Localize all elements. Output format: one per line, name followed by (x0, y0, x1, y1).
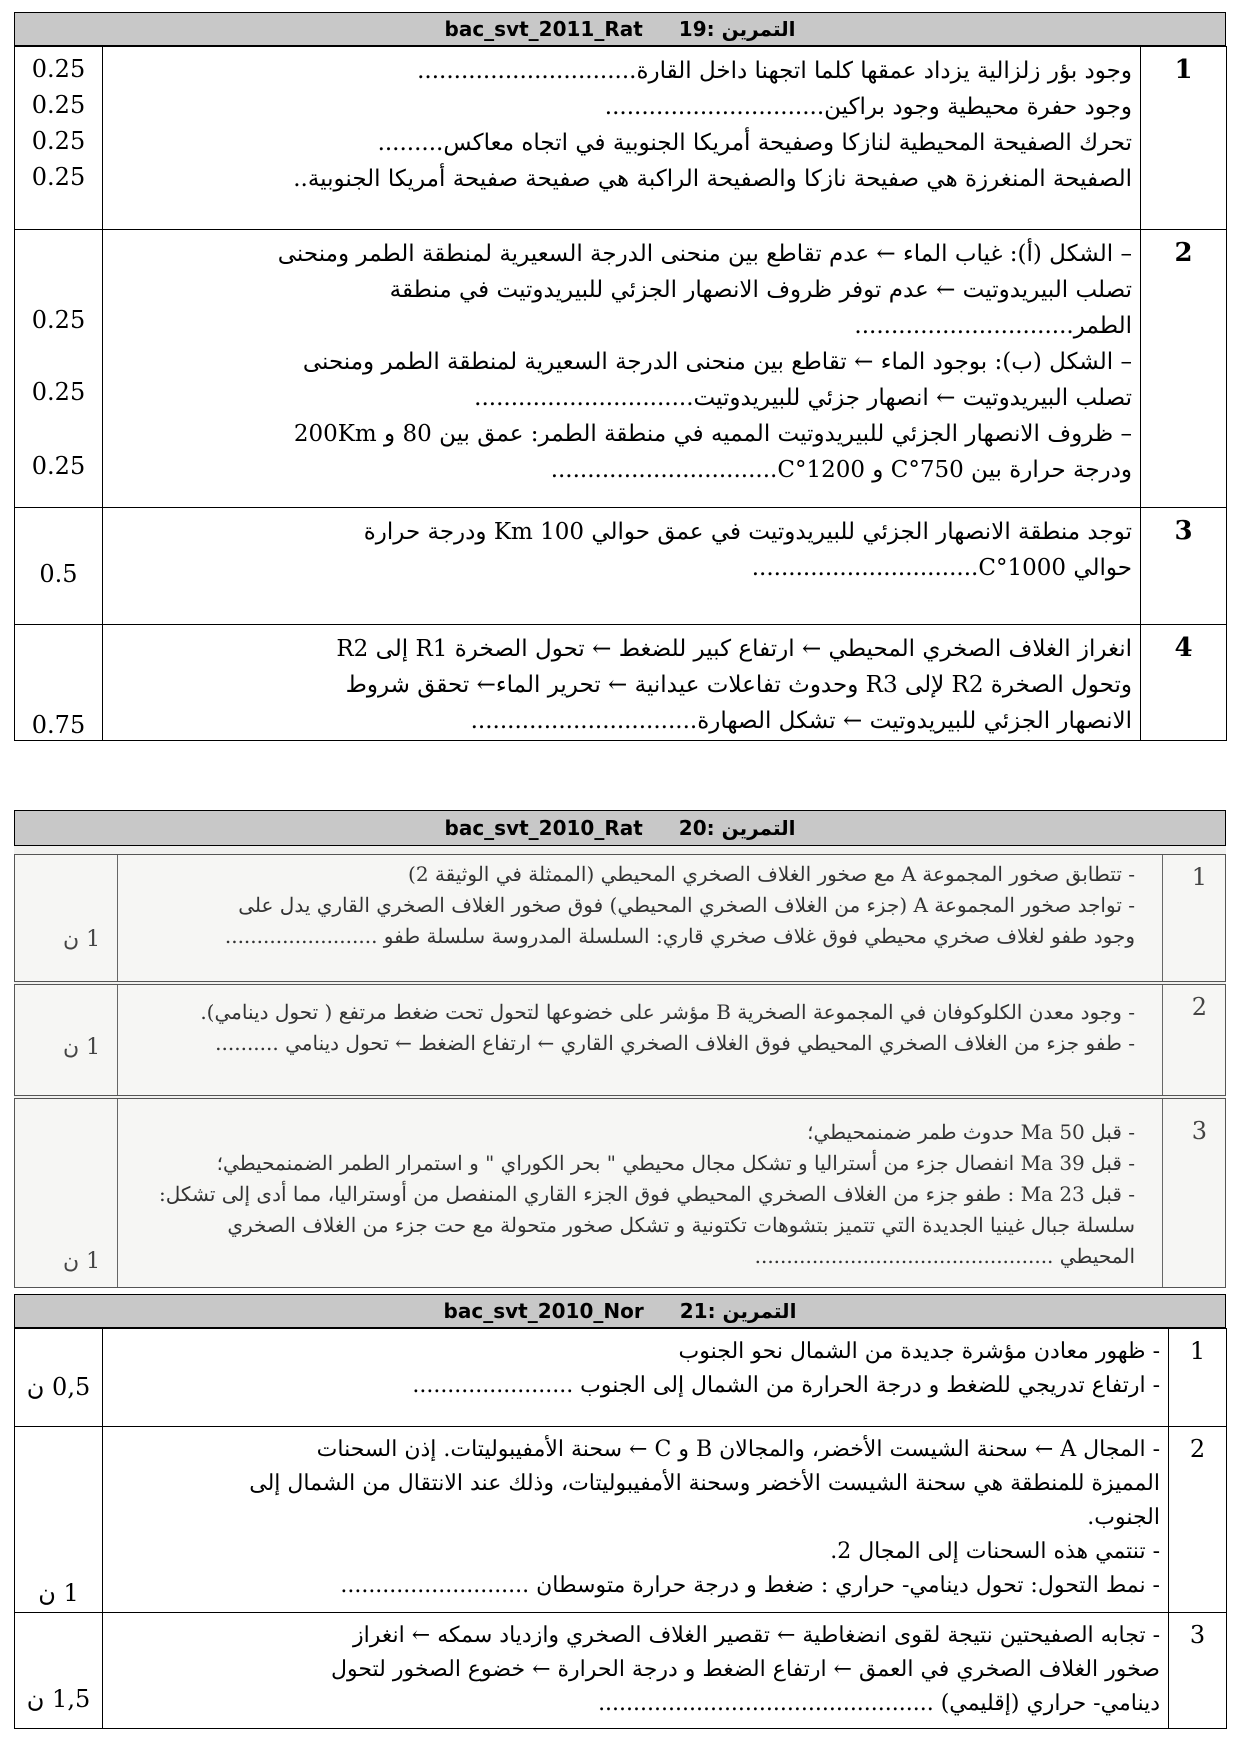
answer-line: حوالي 1000°C............................... (751, 555, 1132, 581)
exercise-21-code: bac_svt_2010_Nor (443, 1299, 644, 1323)
answer-line: تصلب البيريدوتيت ← عدم توفر ظروف الانصهار الجزئي للبيريدوتيت في منطقة (389, 277, 1132, 303)
answer-cell (103, 47, 1141, 230)
answer-line: - وجود معدن الكلوكوفان في المجموعة الصخرية B مؤشر على خضوعها لتحول تحت ضغط مرتفع ( تحول دينامي). (200, 1000, 1135, 1024)
answer-line: - تنتمي هذه السحنات إلى المجال 2. (830, 1539, 1160, 1564)
question-number: 1 (1141, 47, 1227, 230)
exercise-19-header (14, 12, 1226, 46)
question-number: 2 (1141, 230, 1227, 508)
score-value: 0.25 (31, 452, 86, 480)
answer-line: دينامي- حراري (إقليمي) ................................................ (598, 1691, 1160, 1716)
exercise-20-scanned-table (14, 846, 1226, 1288)
score-value: 1 ن (38, 1579, 79, 1607)
answer-line: - طفو جزء من الغلاف الصخري المحيطي فوق الغلاف الصخري القاري ← ارتفاع الضغط ← تحول دينامي .......... (215, 1031, 1135, 1055)
score-value: 0.25 (31, 306, 86, 334)
score-value: 1 ن (63, 1249, 101, 1274)
score-value: 0.25 (31, 91, 86, 119)
answer-line: - قبل 39 Ma انفصال جزء من أستراليا و تشكل مجال محيطي " بحر الكوراي " و استمرار الطمر الضمنمحيطي؛ (216, 1151, 1135, 1175)
answer-cell (125, 855, 1135, 952)
answer-cell (125, 1113, 1135, 1272)
score-value: 0.25 (31, 127, 86, 155)
question-number: 2 (1169, 1427, 1227, 1613)
table-row (15, 508, 1227, 625)
answer-line: - قبل 23 Ma : طفو جزء من الغلاف الصخري المحيطي فوق الجزء القاري المنفصل من أوستراليا، مما أدى إلى تشكل: (159, 1182, 1135, 1206)
exercise-20-label: التمرين :20 (678, 816, 796, 840)
answer-line: الطمر.............................. (854, 313, 1132, 339)
score-cell (15, 508, 103, 625)
table-row (15, 1613, 1227, 1729)
answer-line: – الشكل (ب): بوجود الماء ← تقاطع بين منحنى الدرجة السعيرية لمنطقة الطمر ومنحنى (302, 349, 1132, 375)
question-number: 3 (1169, 1613, 1227, 1729)
question-number: 4 (1141, 625, 1227, 741)
score-cell (15, 230, 103, 508)
exercise-21-table (14, 1328, 1227, 1729)
score-value: 0,5 ن (26, 1373, 91, 1401)
answer-line: - تتطابق صخور المجموعة A مع صخور الغلاف الصخري المحيطي (الممثلة في الوثيقة 2) (408, 862, 1135, 886)
answer-cell (125, 993, 1135, 1059)
exercise-21-label: التمرين :21 (679, 1299, 797, 1323)
question-number: 1 (1169, 1329, 1227, 1427)
table-row (14, 984, 1226, 1096)
exercise-20-code: bac_svt_2010_Rat (444, 816, 643, 840)
question-number: 2 (1191, 993, 1207, 1021)
answer-line: - تجابه الصفيحتين نتيجة لقوى انضغاطية ← تقصير الغلاف الصخري وازدياد سمكه ← انغراز (353, 1623, 1160, 1648)
table-row (15, 1329, 1227, 1427)
table-row (15, 230, 1227, 508)
answer-line: - تواجد صخور المجموعة A (جزء من الغلاف الصخري المحيطي) فوق صخور الغلاف الصخري القاري يدل على (238, 893, 1135, 917)
answer-line: - نمط التحول: تحول دينامي- حراري : ضغط و درجة حرارة متوسطان ........................... (340, 1573, 1160, 1598)
answer-line: تحرك الصفيحة المحيطية لنازكا وصفيحة أمريكا الجنوبية في اتجاه معاكس......... (377, 130, 1132, 156)
question-number: 3 (1191, 1117, 1207, 1145)
exercise-19-label: التمرين :19 (678, 17, 796, 41)
answer-line: - ارتفاع تدريجي للضغط و درجة الحرارة من الشمال إلى الجنوب ....................... (412, 1373, 1160, 1398)
score-cell (15, 1613, 103, 1729)
answer-line: – الشكل (أ): غياب الماء ← عدم تقاطع بين منحنى الدرجة السعيرية لمنطقة الطمر ومنحنى (277, 241, 1132, 267)
answer-line: الانصهار الجزئي للبيريدوتيت ← تشكل الصهارة............................... (470, 708, 1132, 734)
score-value: 0.25 (31, 163, 86, 191)
score-value: 0.25 (31, 55, 86, 83)
answer-line: ودرجة حرارة بين 750°C و 1200°C............................... (550, 457, 1132, 483)
table-row (14, 854, 1226, 982)
score-value: 0.75 (31, 711, 86, 739)
answer-line: – ظروف الانصهار الجزئي للبيريدوتيت المميه في منطقة الطمر: عمق بين 80 و 200Km (293, 421, 1132, 447)
answer-line: المميزة للمنطقة هي سحنة الشيست الأخضر وسحنة الأمفيبوليتات، وذلك عند الانتقال من الشمال إلى (249, 1471, 1160, 1496)
question-number: 3 (1141, 508, 1227, 625)
exercise-19-code: bac_svt_2011_Rat (444, 17, 643, 41)
answer-line: وجود حفرة محيطية وجود براكين.............................. (604, 94, 1132, 120)
score-value: 0.5 (39, 560, 78, 588)
exercise-21-header (14, 1294, 1226, 1328)
exercise-19-table (14, 46, 1227, 741)
answer-line: صخور الغلاف الصخري في العمق ← ارتفاع الضغط و درجة الحرارة ← خضوع الصخور لتحول (330, 1657, 1160, 1682)
answer-line: المحيطي ............................................... (754, 1244, 1135, 1268)
answer-cell (103, 1329, 1169, 1427)
score-value: 0.25 (31, 378, 86, 406)
answer-line: انغراز الغلاف الصخري المحيطي ← ارتفاع كبير للضغط ← تحول الصخرة R1 إلى R2 (336, 636, 1132, 662)
score-value: 1 ن (63, 927, 101, 952)
score-cell (15, 625, 103, 741)
answer-line: وجود طفو لغلاف صخري محيطي فوق غلاف صخري قاري: السلسلة المدروسة سلسلة طفو ........................ (224, 924, 1135, 948)
answer-line: وجود بؤر زلزالية يزداد عمقها كلما اتجهنا داخل القارة.............................. (417, 58, 1132, 84)
exercise-20-header (14, 810, 1226, 846)
score-cell (15, 1329, 103, 1427)
answer-cell (103, 508, 1141, 625)
answer-line: الجنوب. (1087, 1505, 1160, 1530)
answer-line: توجد منطقة الانصهار الجزئي للبيريدوتيت في عمق حوالي 100 Km ودرجة حرارة (363, 519, 1132, 545)
answer-line: - قبل 50 Ma حدوث طمر ضمنمحيطي؛ (807, 1120, 1135, 1144)
answer-cell (103, 230, 1141, 508)
answer-cell (103, 1427, 1169, 1613)
answer-line: - ظهور معادن مؤشرة جديدة من الشمال نحو الجنوب (678, 1339, 1160, 1364)
score-value: 1,5 ن (26, 1685, 91, 1713)
answer-line: سلسلة جبال غينيا الجديدة التي تتميز بتشوهات تكتونية و تشكل صخور متحولة مع حت جزء من الغلاف الصخري (227, 1213, 1135, 1237)
answer-line: الصفيحة المنغرزة هي صفيحة نازكا والصفيحة الراكبة هي صفيحة صفيحة أمريكا الجنوبية.. (293, 166, 1132, 192)
question-number: 1 (1191, 863, 1207, 891)
answer-line: - المجال A ← سحنة الشيست الأخضر، والمجالان B و C ← سحنة الأمفيبوليتات. إذن السحنات (316, 1437, 1160, 1462)
table-row (15, 47, 1227, 230)
answer-line: تصلب البيريدوتيت ← انصهار جزئي للبيريدوتيت.............................. (474, 385, 1132, 411)
answer-cell (103, 625, 1141, 741)
score-cell (15, 47, 103, 230)
table-row (15, 625, 1227, 741)
score-value: 1 ن (63, 1035, 101, 1060)
table-row (15, 1427, 1227, 1613)
score-cell (15, 1427, 103, 1613)
answer-line: وتحول الصخرة R2 لإلى R3 وحدوث تفاعلات عيدانية ← تحرير الماء← تحقق شروط (345, 672, 1132, 698)
answer-cell (103, 1613, 1169, 1729)
table-row (14, 1098, 1226, 1288)
